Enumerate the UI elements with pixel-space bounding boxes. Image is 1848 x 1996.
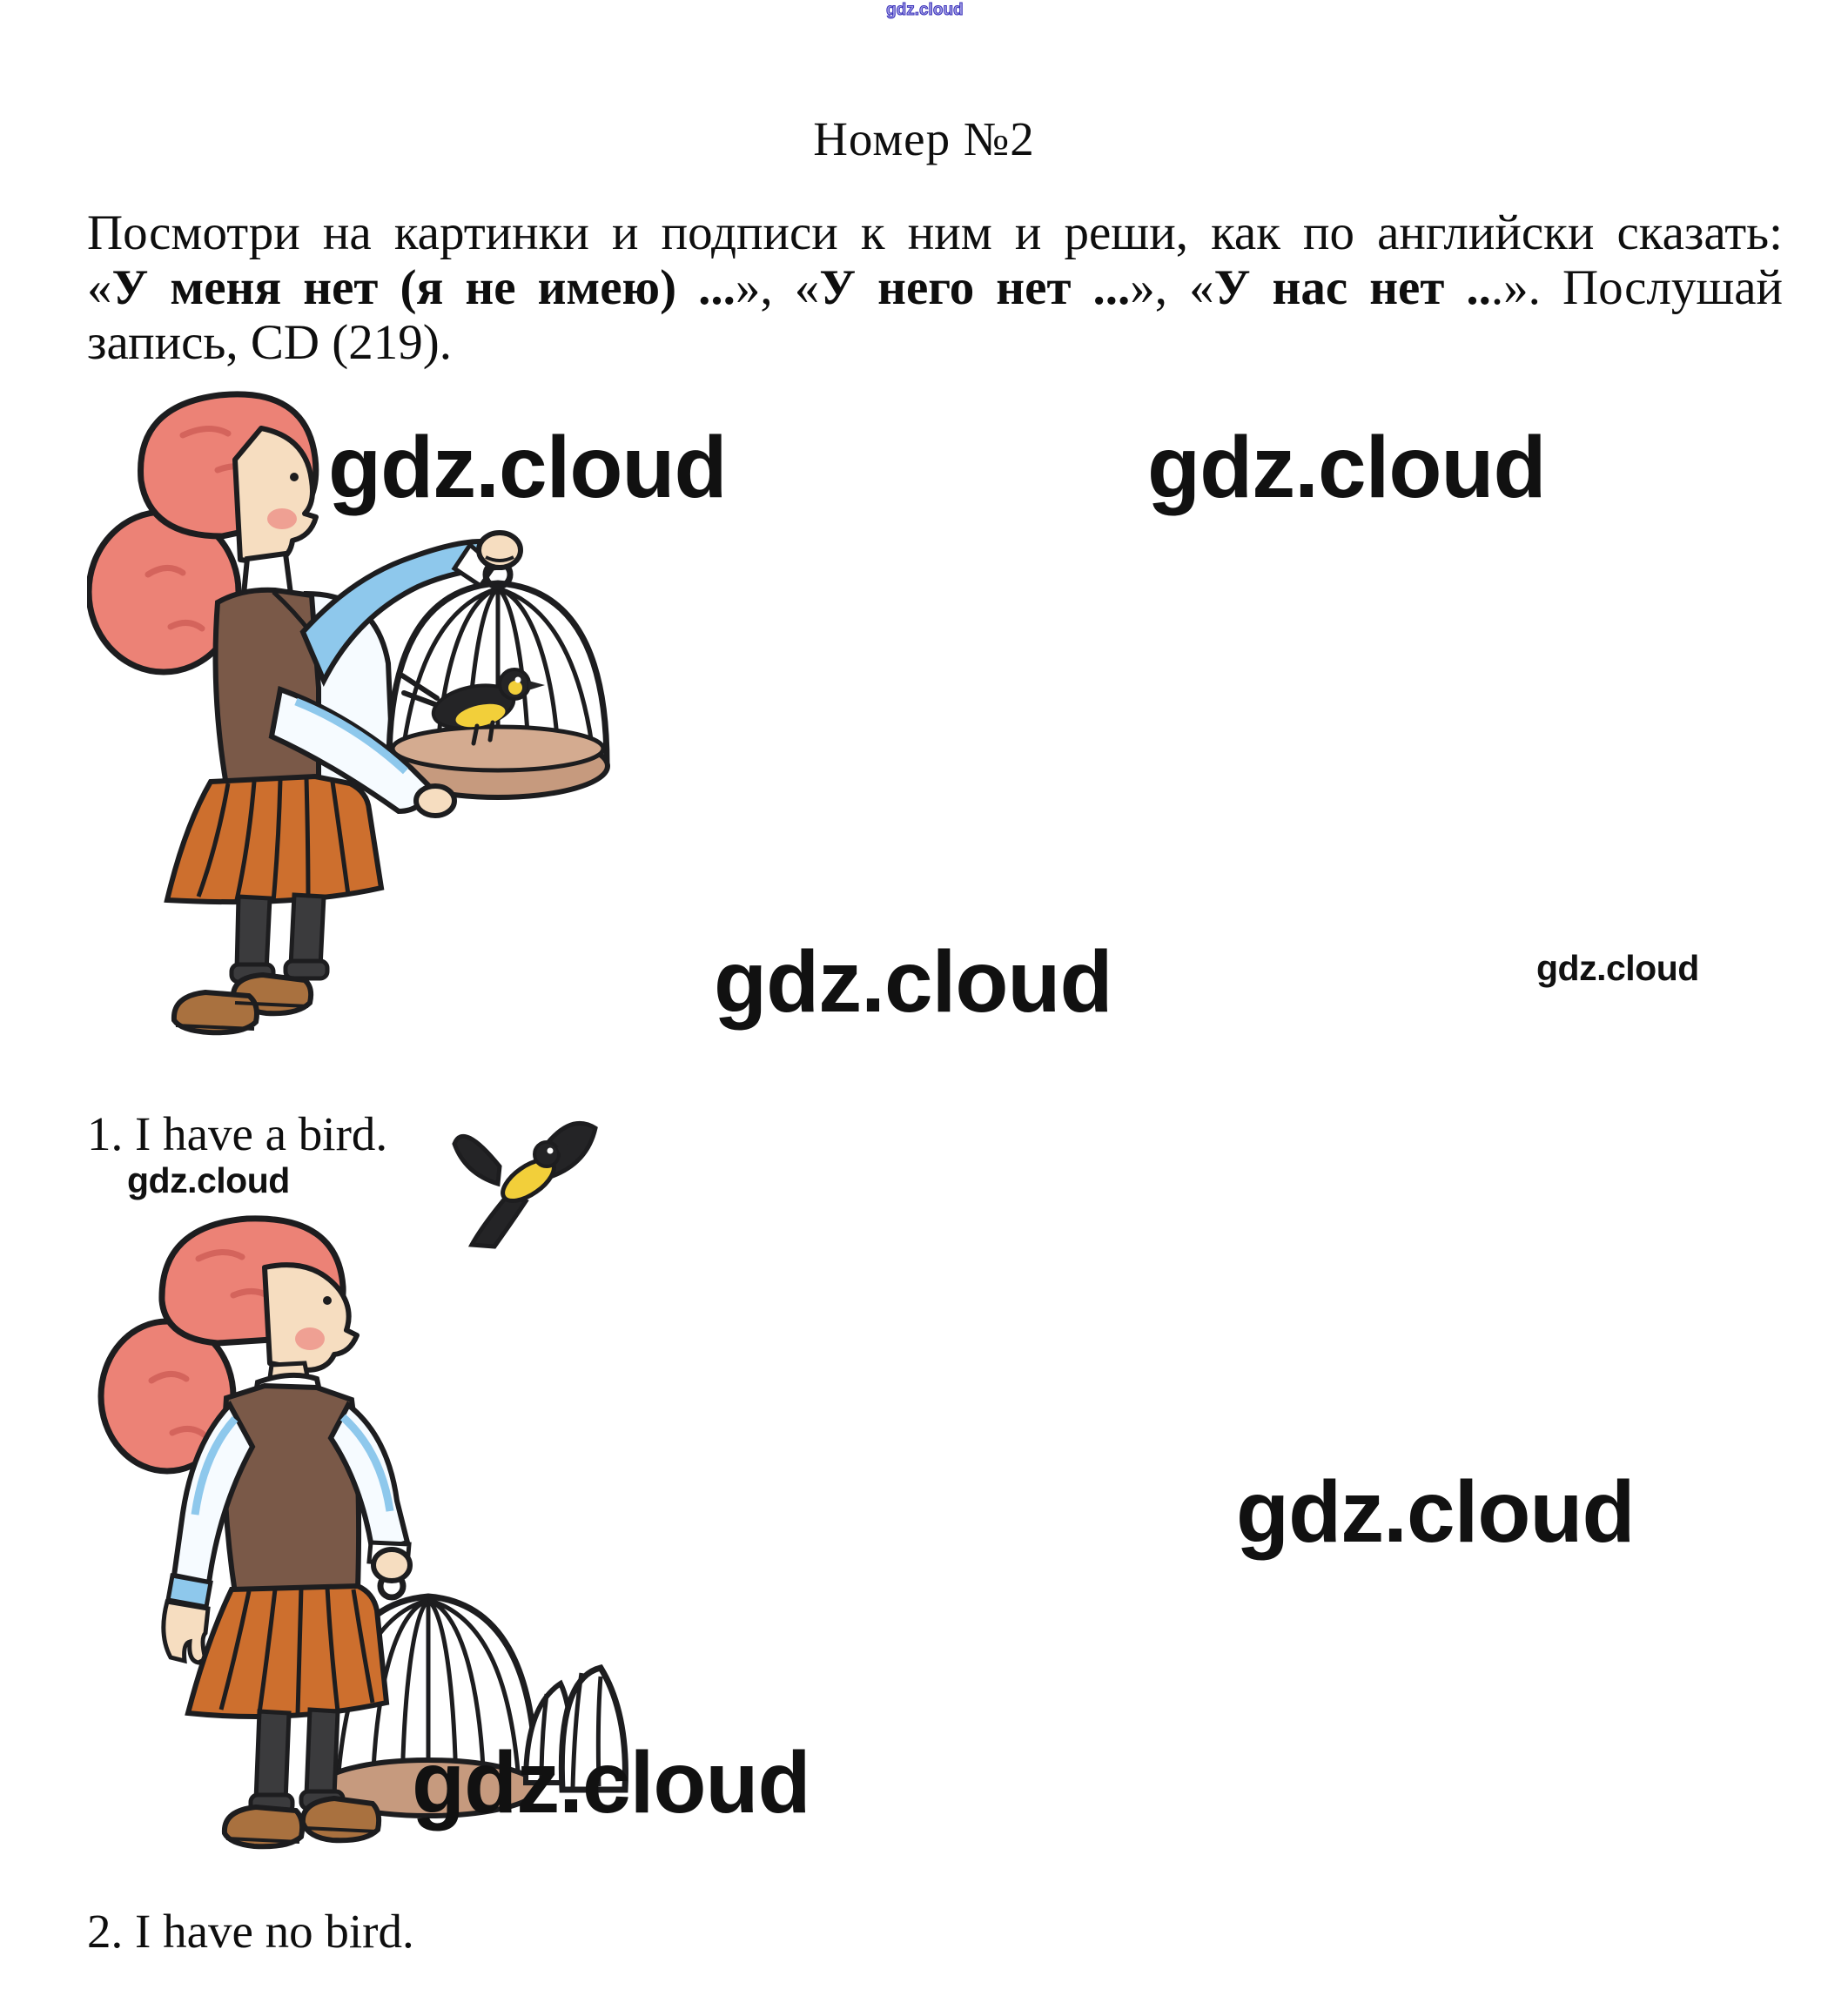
girl-hand-on-ring — [373, 1549, 410, 1581]
caption-i-have-no-bird: 2. I have no bird. — [87, 1905, 414, 1958]
girl-open-hand — [164, 1602, 208, 1663]
page-title: Номер №2 — [813, 112, 1035, 165]
watermark: gdz.cloud — [1236, 1463, 1635, 1561]
instruction-line-1: Посмотри на картинки и подписи к ним и реши, как по английски сказать: — [87, 205, 1783, 260]
birdcage-with-bird — [388, 562, 608, 797]
watermark: gdz.cloud — [328, 419, 727, 516]
girl-cheek — [295, 1327, 325, 1350]
instruction-line-2: «У меня нет (я не имею) ...», «У него нет ...», «У нас нет ...». Послушай — [87, 260, 1784, 315]
instruction-line-3: запись, CD (219). — [87, 315, 453, 370]
girl-eye — [290, 473, 299, 481]
task-instruction — [87, 205, 1783, 370]
girl-cheek — [267, 508, 297, 529]
girl-eye — [323, 1296, 332, 1305]
watermark: gdz.cloud — [1147, 419, 1546, 516]
girl-lower-body — [167, 776, 381, 1032]
watermark-top: gdz.cloud — [886, 1, 964, 19]
watermark: gdz.cloud — [412, 1734, 810, 1831]
watermark: gdz.cloud — [1536, 948, 1699, 988]
caption-i-have-a-bird: 1. I have a bird. — [87, 1107, 388, 1160]
watermark: gdz.cloud — [714, 933, 1112, 1031]
watermark: gdz.cloud — [127, 1160, 290, 1200]
flying-bird — [454, 1123, 595, 1247]
